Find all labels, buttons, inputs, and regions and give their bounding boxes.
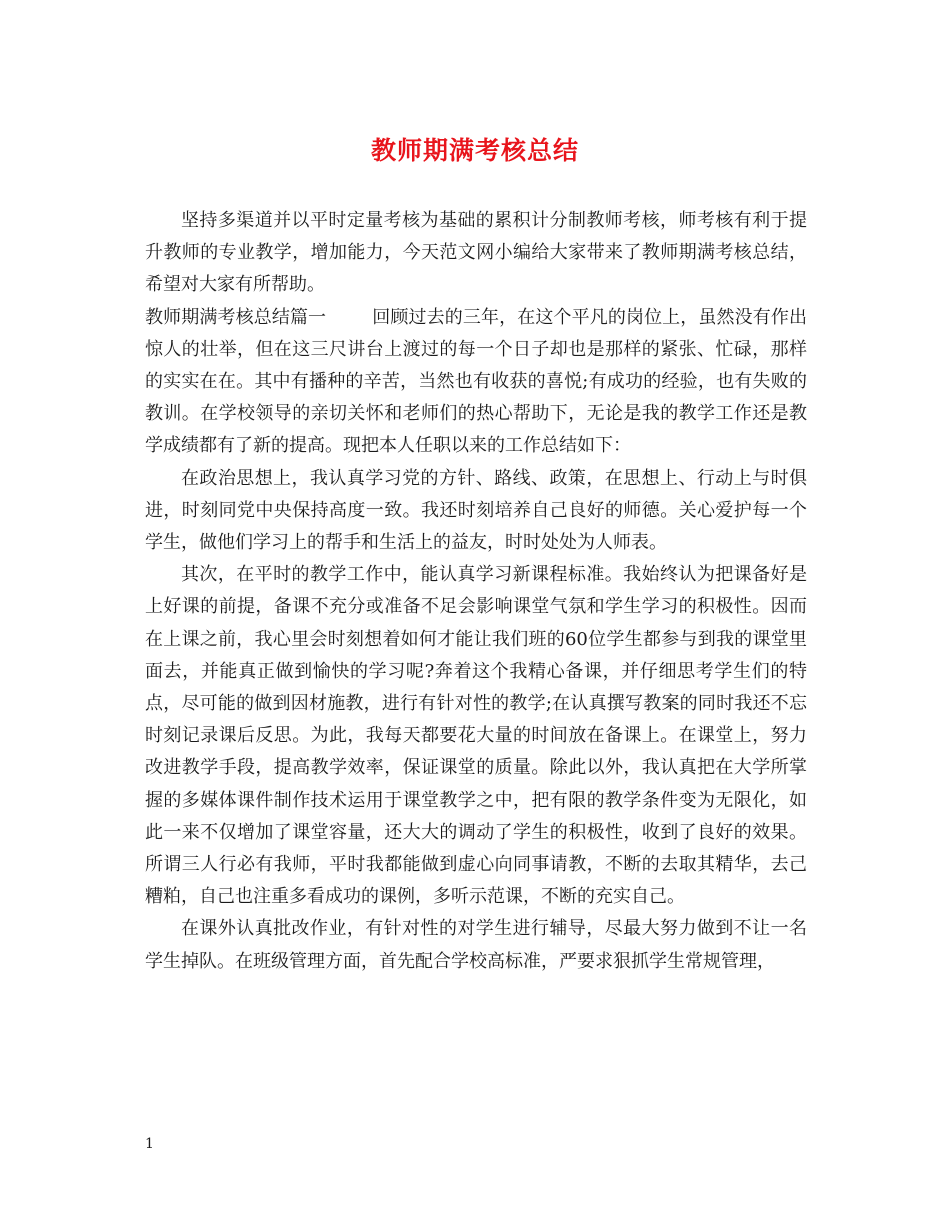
document-body: [145, 205, 807, 978]
document-title: 教师期满考核总结: [370, 136, 579, 165]
paragraph-4: 在课外认真批改作业，有针对性的对学生进行辅导，尽最大努力做到不让一名学生掉队。在班级管理方面，首先配合学校高标准，严要求狠抓学生常规管理，: [145, 918, 807, 972]
page-number: 1: [145, 1136, 154, 1152]
paragraph-2: 在政治思想上，我认真学习党的方针、路线、政策，在思想上、行动上与时俱进，时刻同党中央保持高度一致。我还时刻培养自己良好的师德。关心爱护每一个学生，做他们学习上的帮手和生活上的益友，时时处处为人师表。: [145, 467, 807, 554]
section-paragraph: [145, 302, 807, 463]
paragraph-3: 其次，在平时的教学工作中，能认真学习新课程标准。我始终认为把课备好是上好课的前提，备课不充分或准备不足会影响课堂气氛和学生学习的积极性。因而在上课之前，我心里会时刻想着如何才能让我们班的60位学生都参与到我的课堂里面去，并能真正做到愉快的学习呢?奔着这个我精心备课，并仔细思考学生们的特点，尽可能的做到因材施教，进行有针对性的教学;在认真撰写教案的同时我还不忘时刻记录课后反思。为此，我每天都要花大量的时间放在备课上。在课堂上，努力改进教学手段，提高教学效率，保证课堂的质量。除此以外，我认真把在大学所掌握的多媒体课件制作技术运用于课堂教学之中，把有限的教学条件变为无限化，如此一来不仅增加了课堂容量，还大大的调动了学生的积极性，收到了良好的效果。所谓三人行必有我师，平时我都能做到虚心向同事请教，不断的去取其精华，去己糟粕，自己也注重多看成功的课例，多听示范课，不断的充实自己。: [145, 564, 807, 908]
section-heading: 教师期满考核总结篇一: [145, 306, 327, 328]
paragraph-1: 回顾过去的三年，在这个平凡的岗位上，虽然没有作出惊人的壮举，但在这三尺讲台上渡过的每一个日子却也是那样的紧张、忙碌，那样的实实在在。其中有播种的辛苦，当然也有收获的喜悦;有成功的经验，也有失败的教训。在学校领导的亲切关怀和老师们的热心帮助下，无论是我的教学工作还是教学成绩都有了新的提高。现把本人任职以来的工作总结如下：: [145, 306, 808, 457]
intro-paragraph: 坚持多渠道并以平时定量考核为基础的累积计分制教师考核，师考核有利于提升教师的专业教学，增加能力，今天范文网小编给大家带来了教师期满考核总结，希望对大家有所帮助。: [145, 210, 807, 296]
